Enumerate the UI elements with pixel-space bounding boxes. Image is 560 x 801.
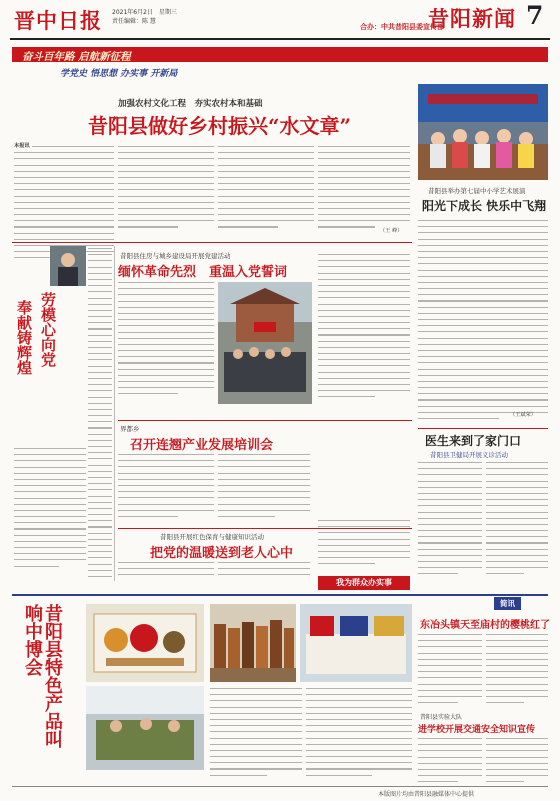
revolution-body (118, 282, 214, 402)
traffic-body-2 (486, 738, 548, 786)
expo-body-2 (306, 688, 412, 780)
masthead (0, 0, 560, 40)
profile-photo (50, 246, 86, 286)
conference-body-1 (118, 454, 214, 526)
doctor-body-2 (486, 462, 548, 580)
doctor-body-1 (418, 462, 482, 580)
traffic-kicker: 昔阳县实验大队 (420, 714, 463, 721)
mid-separator-1 (118, 420, 412, 421)
traffic-body-1 (418, 738, 482, 786)
art-show-headline: 阳光下成长 快乐中飞翔 (422, 199, 547, 213)
elder-body-2 (218, 562, 310, 582)
elder-body-1 (118, 562, 214, 582)
banner-subslogan: 学党史 悟思想 办实事 开新局 (60, 69, 178, 79)
cherry-headline: 东冶头镇天至庙村的樱桃红了 (420, 620, 550, 631)
expo-photo-right (300, 604, 412, 682)
banner-slogan: 奋斗百年路 启航新征程 (22, 51, 131, 63)
lead-headline: 昔阳县做好乡村振兴“水文章” (88, 114, 352, 138)
art-show-body (418, 220, 548, 420)
newspaper-logo: 晋中日报 (14, 8, 102, 33)
expo-title: 昔阳县特色产品叫响中博会 (22, 604, 63, 748)
profile-title-col2: 奉献铸辉煌 (15, 300, 33, 375)
art-show-byline: （王斌荣） (510, 412, 536, 418)
expo-photo-mid (210, 604, 296, 682)
profile-body-right (88, 248, 112, 578)
lead-dispatch-tag: 本报讯 (14, 143, 30, 149)
doctor-subkicker: 昔阳县卫健局开展义诊活动 (430, 451, 508, 459)
conference-body-2 (218, 454, 310, 526)
profile-divider (114, 246, 115, 581)
revolution-kicker: 昔阳县住房与城乡建设局开展党建活动 (120, 252, 231, 260)
expo-photo-top (86, 604, 204, 682)
art-show-photo (418, 84, 548, 180)
profile-body-bottom (14, 448, 86, 578)
expo-body-1 (210, 688, 302, 780)
footer-rule (12, 786, 548, 787)
elder-kicker: 昔阳县开展红色保育与健康知识活动 (160, 533, 264, 541)
conference-kicker: 界都乡 (120, 425, 140, 433)
doctor-headline: 医生来到了家门口 (425, 434, 522, 448)
briefs-label: 简讯 (494, 597, 521, 610)
partner-line: 合办：中共昔阳县委宣传部 (360, 23, 444, 31)
cherry-body-2 (486, 634, 548, 710)
profile-title-col1: 劳模心向党 (39, 292, 57, 367)
issue-date: 2021年6月2日 星期三 (112, 9, 177, 16)
expo-photo-bottom (86, 686, 204, 770)
lead-separator (12, 242, 412, 243)
right-separator-1 (418, 428, 548, 429)
page-editor: 责任编辑：陈 慧 (112, 18, 156, 25)
footer-note: 本版图片均由昔阳县融媒体中心提供 (378, 791, 475, 798)
art-show-kicker: 昔阳县举办第七届中小学艺术展演 (428, 187, 526, 195)
lead-body-col3 (218, 146, 314, 236)
lead-body-col4 (318, 146, 410, 236)
revolution-photo (218, 282, 312, 404)
page-number: 7 (526, 1, 544, 30)
section-title: 昔阳新闻 (428, 6, 516, 31)
lead-kicker: 加强农村文化工程 夯实农村本和基础 (118, 99, 263, 109)
elder-body-3 (318, 520, 410, 574)
revolution-headline: 缅怀革命先烈 重温入党誓词 (118, 265, 288, 280)
cherry-body-1 (418, 634, 482, 710)
mass-action-label: 我为群众办实事 (318, 576, 410, 590)
elder-headline: 把党的温暖送到老人心中 (150, 546, 294, 561)
lead-body-col2 (118, 146, 214, 236)
revolution-body-b (318, 254, 410, 404)
traffic-headline: 进学校开展交通安全知识宣传 (418, 725, 536, 735)
masthead-rule (10, 38, 550, 40)
bottom-separator (12, 594, 548, 596)
conference-headline: 召开连翘产业发展培训会 (130, 438, 274, 453)
lead-author: （王 峰） (380, 228, 403, 234)
